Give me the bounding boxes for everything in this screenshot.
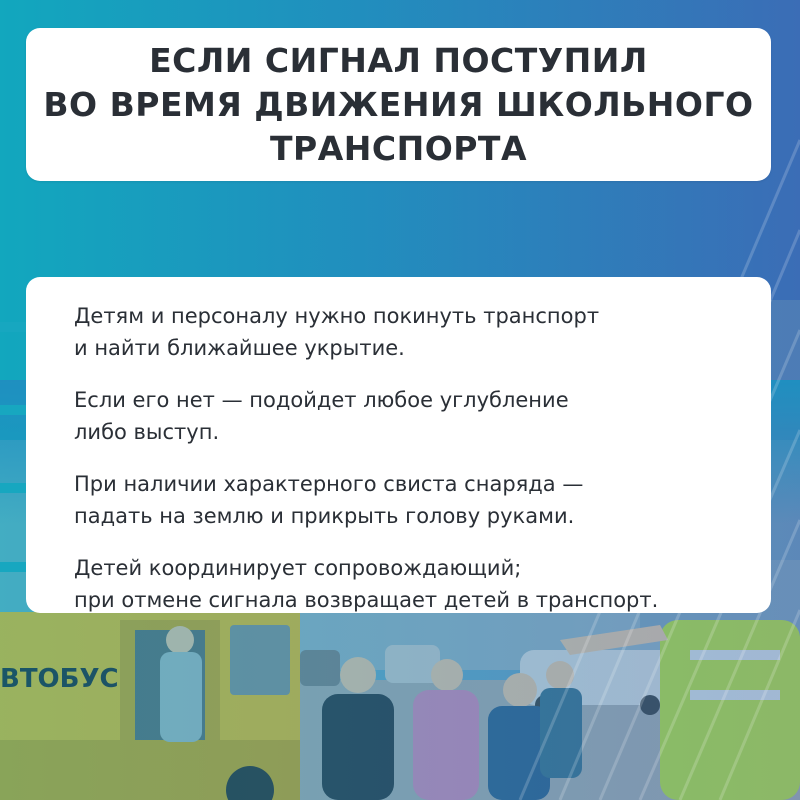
page-title (43, 39, 753, 171)
instruction-line: Детей координирует сопровождающий; (74, 556, 522, 580)
instruction-line: Детям и персоналу нужно покинуть транспорт (74, 304, 600, 328)
title-line: ВО ВРЕМЯ ДВИЖЕНИЯ ШКОЛЬНОГО (43, 84, 754, 124)
title-line: ЕСЛИ СИГНАЛ ПОСТУПИЛ (149, 40, 648, 80)
instruction-line: Если его нет — подойдет любое углубление (74, 388, 569, 412)
instruction-line: и найти ближайшее укрытие. (74, 336, 405, 360)
instructions-card (26, 277, 771, 613)
instruction-line: либо выступ. (74, 420, 220, 444)
instruction-item (74, 552, 751, 616)
instruction-item (74, 300, 751, 364)
instruction-line: падать на землю и прикрыть голову руками. (74, 504, 575, 528)
instruction-line: При наличии характерного свиста снаряда — (74, 472, 584, 496)
title-card (26, 28, 771, 181)
title-line: ТРАНСПОРТА (270, 128, 527, 168)
instruction-item (74, 468, 751, 532)
instruction-item (74, 384, 751, 448)
instruction-line: при отмене сигнала возвращает детей в транспорт. (74, 588, 659, 612)
